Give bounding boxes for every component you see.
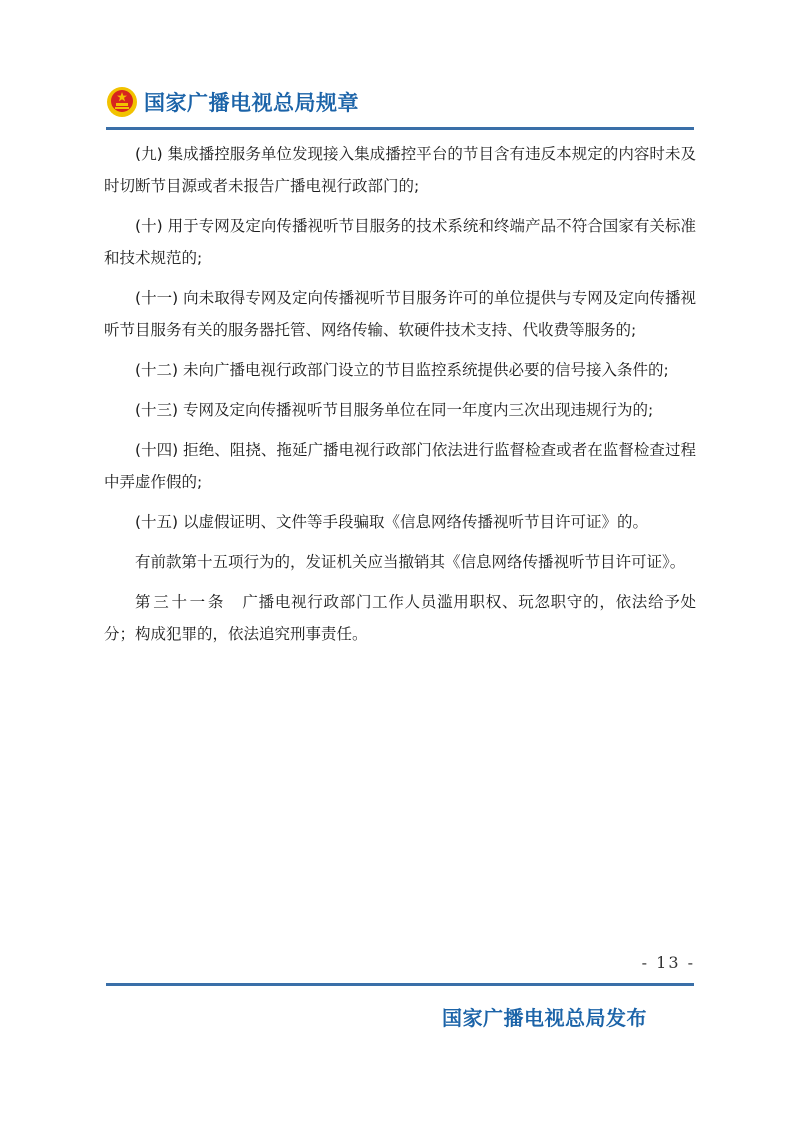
article-31	[104, 586, 696, 650]
clause-15: (十五) 以虚假证明、文件等手段骗取《信息网络传播视听节目许可证》的。	[135, 513, 649, 531]
header-title: 国家广播电视总局规章	[144, 91, 359, 115]
article-number: 第三十一条	[135, 593, 227, 611]
clause-14: (十四) 拒绝、阻挠、拖延广播电视行政部门依法进行监督检查或者在监督检查过程中弄虚作假的;	[104, 441, 696, 491]
clause-13: (十三) 专网及定向传播视听节目服务单位在同一年度内三次出现违规行为的;	[135, 401, 654, 419]
clause-11: (十一) 向未取得专网及定向传播视听节目服务许可的单位提供与专网及定向传播视听节目服务有关的服务器托管、网络传输、软硬件技术支持、代收费等服务的;	[104, 289, 696, 339]
footer-divider	[106, 983, 694, 986]
clause-10: (十) 用于专网及定向传播视听节目服务的技术系统和终端产品不符合国家有关标准和技术规范的;	[104, 217, 696, 267]
document-header	[106, 82, 359, 122]
clause-9: (九) 集成播控服务单位发现接入集成播控平台的节目含有违反本规定的内容时未及时切断节目源或者未报告广播电视行政部门的;	[104, 145, 696, 195]
page-number: - 13 -	[641, 953, 695, 972]
clause-12: (十二) 未向广播电视行政部门设立的节目监控系统提供必要的信号接入条件的;	[135, 361, 669, 379]
document-body	[104, 138, 696, 658]
header-divider	[106, 127, 694, 130]
footer-publisher: 国家广播电视总局发布	[442, 1006, 647, 1030]
article-text: 广播电视行政部门工作人员滥用职权、玩忽职守的，依法给予处分；构成犯罪的，依法追究刑事责任。	[104, 593, 696, 643]
revocation-paragraph: 有前款第十五项行为的，发证机关应当撤销其《信息网络传播视听节目许可证》。	[135, 553, 686, 571]
national-emblem-icon	[106, 86, 138, 118]
